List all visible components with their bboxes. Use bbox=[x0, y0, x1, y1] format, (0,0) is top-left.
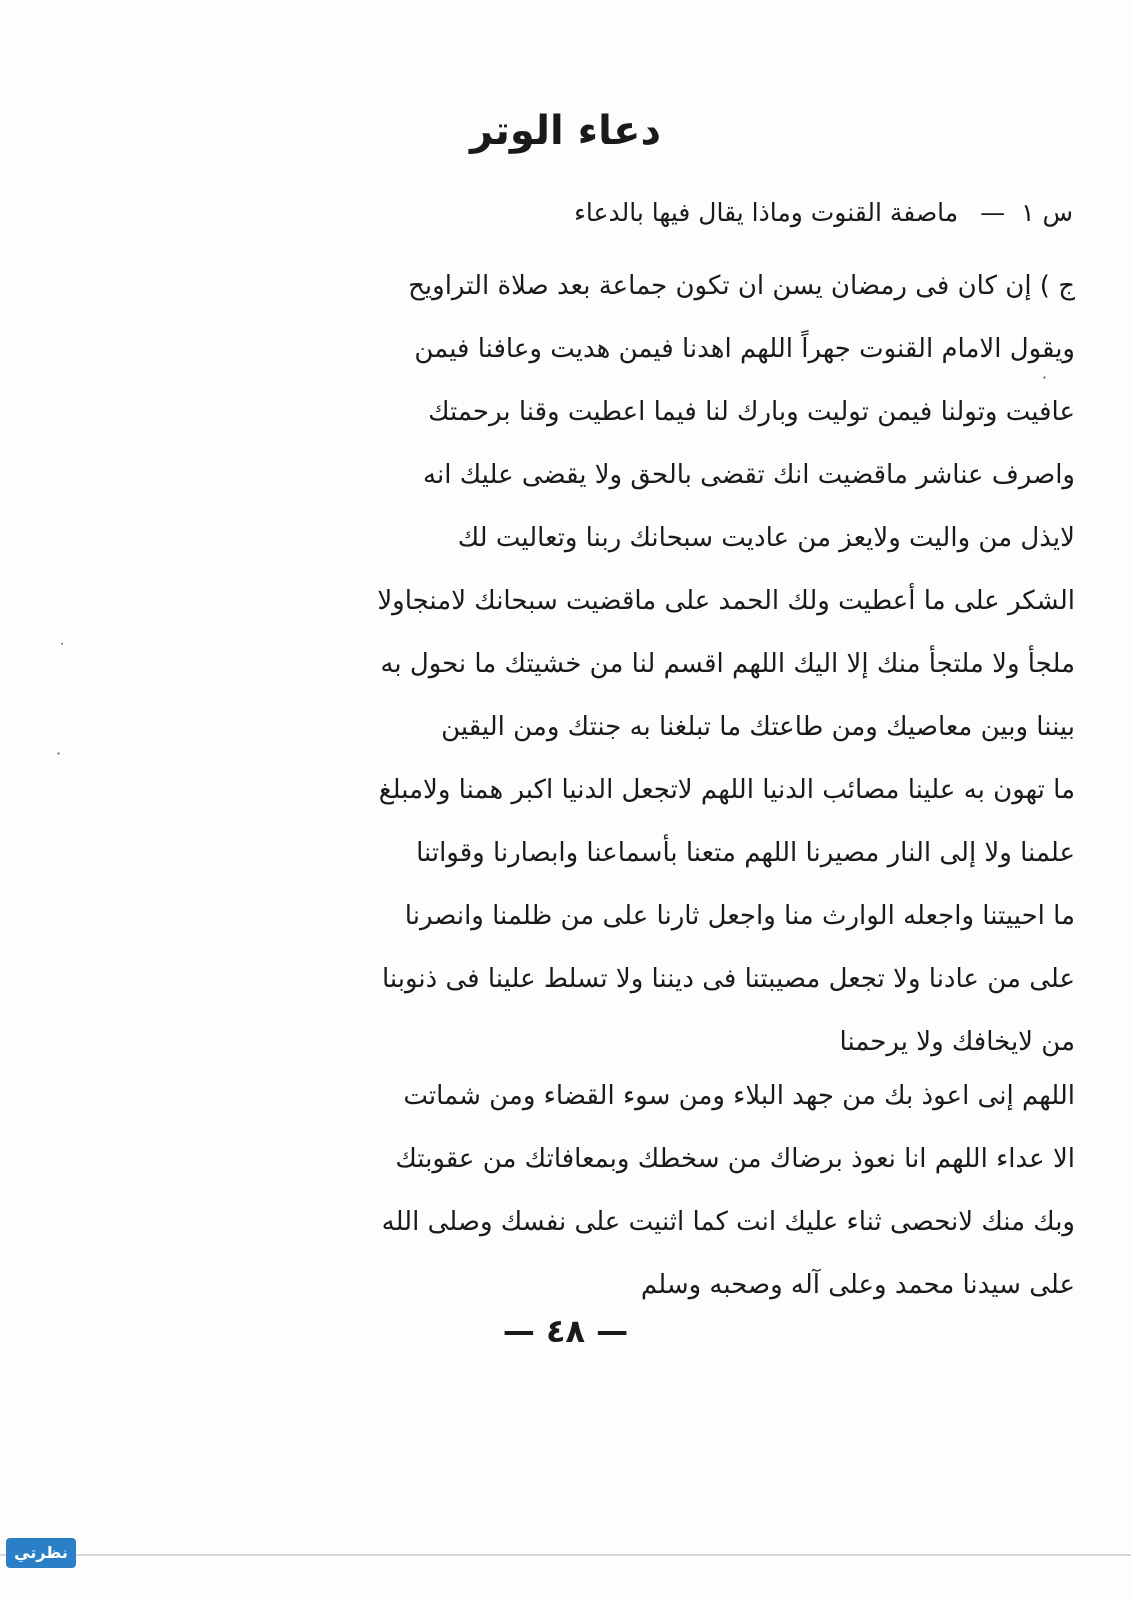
answer-line: وبك منك لانحصى ثناء عليك انت كما اثنيت على نفسك وصلى الله bbox=[381, 1207, 1075, 1237]
answer-line: عافيت وتولنا فيمن توليت وبارك لنا فيما اعطيت وقنا برحمتك bbox=[428, 397, 1075, 427]
answer-line: من لايخافك ولا يرحمنا bbox=[839, 1027, 1075, 1057]
answer-line: بيننا وبين معاصيك ومن طاعتك ما تبلغنا به جنتك ومن اليقين bbox=[441, 712, 1075, 742]
question-dash: — bbox=[980, 198, 1006, 227]
answer-line: ما احييتنا واجعله الوارث منا واجعل ثارنا على من ظلمنا وانصرنا bbox=[404, 901, 1075, 931]
answer-line: ملجأ ولا ملتجأ منك إلا اليك اللهم اقسم لنا من خشيتك ما نحول به bbox=[380, 649, 1075, 679]
page-number: — ٤٨ — bbox=[502, 1312, 629, 1350]
page-title: دعاء الوتر bbox=[470, 108, 661, 154]
answer-line: ويقول الامام القنوت جهراً اللهم اهدنا فيمن هديت وعافنا فيمن bbox=[414, 334, 1075, 364]
answer-line: ج ) إن كان فى رمضان يسن ان تكون جماعة بعد صلاة التراويح bbox=[408, 271, 1075, 301]
answer-line: الشكر على ما أعطيت ولك الحمد على ماقضيت سبحانك لامنجاولا bbox=[377, 586, 1075, 616]
answer-line: ما تهون به علينا مصائب الدنيا اللهم لاتجعل الدنيا اكبر همنا ولامبلغ bbox=[378, 775, 1075, 805]
answer-line: اللهم إنى اعوذ بك من جهد البلاء ومن سوء القضاء ومن شماتت bbox=[403, 1081, 1075, 1111]
question-text: ماصفة القنوت وماذا يقال فيها بالدعاء bbox=[574, 198, 959, 227]
margin-speck: · bbox=[56, 744, 62, 763]
answer-line: الا عداء اللهم انا نعوذ برضاك من سخطك وبمعافاتك من عقوبتك bbox=[395, 1144, 1075, 1174]
answer-line: على سيدنا محمد وعلى آله وصحبه وسلم bbox=[640, 1270, 1075, 1300]
site-watermark-logo: نظرتي bbox=[6, 1538, 76, 1568]
question-line bbox=[574, 198, 1073, 227]
answer-line: لايذل من واليت ولايعز من عاديت سبحانك ربنا وتعاليت لك bbox=[457, 523, 1075, 553]
margin-speck: · bbox=[1041, 368, 1047, 387]
answer-line: علمنا ولا إلى النار مصيرنا اللهم متعنا بأسماعنا وابصارنا وقواتنا bbox=[416, 838, 1075, 868]
answer-line: واصرف عناشر ماقضيت انك تقضى بالحق ولا يقضى عليك انه bbox=[423, 460, 1075, 490]
answer-line: على من عادنا ولا تجعل مصيبتنا فى ديننا ولا تسلط علينا فى ذنوبنا bbox=[382, 964, 1075, 994]
margin-speck: ˙ bbox=[58, 640, 66, 659]
page-bottom-rule bbox=[0, 1554, 1131, 1556]
question-number: س ١ bbox=[1021, 198, 1073, 227]
